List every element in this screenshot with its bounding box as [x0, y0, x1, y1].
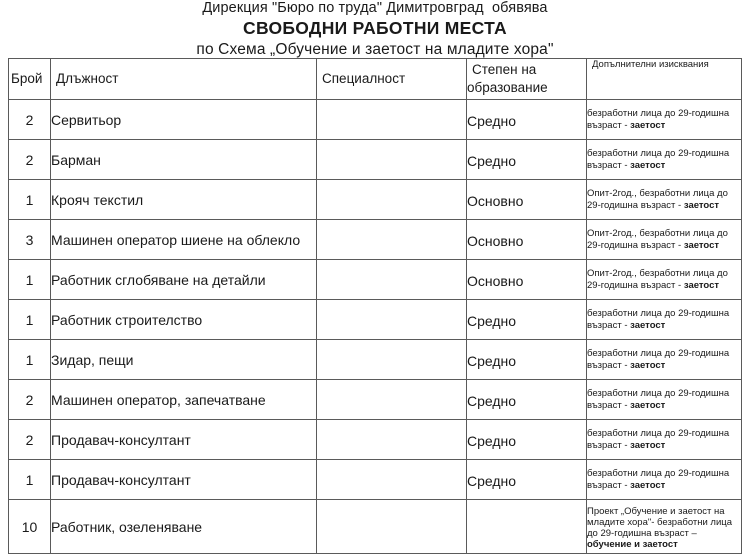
cell-position: Крояч текстил	[51, 180, 317, 220]
column-header-education	[467, 59, 587, 100]
cell-count: 2	[9, 140, 51, 180]
column-header-requirements	[587, 59, 742, 100]
cell-requirements	[587, 420, 742, 460]
requirements-emphasis-text: заетост	[630, 439, 666, 451]
column-header-count-label: Брой	[11, 71, 43, 86]
table-row	[9, 340, 742, 380]
cell-education	[467, 100, 587, 140]
cell-education	[467, 500, 587, 554]
cell-education	[467, 420, 587, 460]
cell-position: Машинен оператор, запечатване	[51, 380, 317, 420]
cell-requirements-text	[587, 428, 741, 450]
cell-requirements	[587, 460, 742, 500]
cell-requirements-text	[587, 108, 741, 130]
cell-count: 1	[9, 340, 51, 380]
cell-count: 2	[9, 100, 51, 140]
table-row	[9, 460, 742, 500]
requirements-plain-text: безработни лица до 29-годишна възраст -	[587, 468, 730, 491]
table-row	[9, 140, 742, 180]
cell-education	[467, 260, 587, 300]
requirements-plain-text: безработни лица до 29-годишна възраст -	[587, 308, 730, 331]
cell-requirements-text	[587, 268, 741, 290]
cell-education-value: Основно	[467, 233, 524, 249]
cell-requirements	[587, 340, 742, 380]
cell-specialty	[317, 260, 467, 300]
table-row	[9, 100, 742, 140]
cell-specialty	[317, 340, 467, 380]
cell-requirements-text	[587, 228, 741, 250]
cell-specialty	[317, 100, 467, 140]
cell-education	[467, 180, 587, 220]
cell-requirements	[587, 100, 742, 140]
requirements-emphasis-text: обучение и заетост	[587, 539, 678, 551]
requirements-emphasis-text: заетост	[630, 319, 666, 331]
vacancies-table	[8, 58, 742, 554]
cell-position: Продавач-консултант	[51, 460, 317, 500]
cell-requirements-text	[587, 308, 741, 330]
cell-requirements	[587, 500, 742, 554]
cell-count: 1	[9, 460, 51, 500]
cell-education	[467, 140, 587, 180]
requirements-emphasis-text: заетост	[630, 119, 666, 131]
cell-requirements	[587, 180, 742, 220]
column-header-education-label: Степен на образование	[467, 62, 548, 95]
cell-specialty	[317, 300, 467, 340]
table-body	[9, 100, 742, 554]
cell-position: Работник, озеленяване	[51, 500, 317, 554]
cell-education-value: Средно	[467, 433, 517, 449]
cell-education	[467, 220, 587, 260]
cell-specialty	[317, 220, 467, 260]
column-header-position	[51, 59, 317, 100]
cell-position: Работник строителство	[51, 300, 317, 340]
table-row	[9, 220, 742, 260]
column-header-requirements-label: Допълнителни изисквания	[592, 59, 709, 70]
cell-education-value: Средно	[467, 313, 517, 329]
requirements-emphasis-text: заетост	[630, 479, 666, 491]
cell-count: 1	[9, 300, 51, 340]
cell-education-value: Средно	[467, 153, 517, 169]
cell-education-value: Основно	[467, 193, 524, 209]
requirements-plain-text: безработни лица до 29-годишна възраст -	[587, 108, 730, 131]
cell-requirements-text	[587, 188, 741, 210]
requirements-emphasis-text: заетост	[630, 159, 666, 171]
cell-education-value: Средно	[467, 393, 517, 409]
cell-requirements	[587, 380, 742, 420]
requirements-emphasis-text: заетост	[630, 359, 666, 371]
table-row	[9, 500, 742, 554]
cell-position: Сервитьор	[51, 100, 317, 140]
table-row	[9, 260, 742, 300]
requirements-emphasis-text: заетост	[683, 199, 720, 211]
cell-count: 2	[9, 380, 51, 420]
cell-position: Барман	[51, 140, 317, 180]
requirements-emphasis-text: заетост	[683, 279, 720, 291]
cell-count: 3	[9, 220, 51, 260]
cell-education-value	[467, 525, 586, 528]
cell-count: 1	[9, 260, 51, 300]
cell-education-value: Средно	[467, 113, 517, 129]
cell-specialty	[317, 500, 467, 554]
table-row	[9, 300, 742, 340]
cell-education-value: Средно	[467, 473, 517, 489]
cell-requirements-text	[587, 348, 741, 370]
requirements-plain-text: Опит-2год., безработни лица до 29-годишна възраст -	[587, 268, 728, 291]
cell-position: Продавач-консултант	[51, 420, 317, 460]
column-header-count	[9, 59, 51, 100]
requirements-plain-text: Опит-2год., безработни лица до 29-годишна възраст -	[587, 188, 728, 211]
cell-requirements-text	[587, 506, 741, 551]
heading-office-line: Дирекция "Бюро по труда" Димитровград обявява	[202, 0, 548, 16]
cell-position: Зидар, пещи	[51, 340, 317, 380]
cell-education-value: Средно	[467, 353, 517, 369]
heading-title: СВОБОДНИ РАБОТНИ МЕСТА	[243, 18, 507, 38]
cell-count: 2	[9, 420, 51, 460]
table-header	[9, 59, 742, 100]
requirements-plain-text: Проект „Обучение и заетост на младите хора"- безработни лица до 29-годишна възраст –	[587, 505, 733, 539]
cell-requirements	[587, 140, 742, 180]
table-row	[9, 380, 742, 420]
cell-count: 10	[9, 500, 51, 554]
cell-education-value: Основно	[467, 273, 524, 289]
column-header-specialty-label: Специалност	[322, 71, 406, 86]
cell-education	[467, 460, 587, 500]
cell-position: Машинен оператор шиене на облекло	[51, 220, 317, 260]
table-row	[9, 180, 742, 220]
vacancies-table-wrapper	[8, 58, 741, 554]
requirements-plain-text: безработни лица до 29-годишна възраст -	[587, 428, 730, 451]
requirements-emphasis-text: заетост	[683, 239, 720, 251]
cell-requirements	[587, 260, 742, 300]
cell-specialty	[317, 420, 467, 460]
cell-specialty	[317, 180, 467, 220]
cell-specialty	[317, 140, 467, 180]
column-header-position-label: Длъжност	[56, 71, 119, 86]
requirements-plain-text: безработни лица до 29-годишна възраст -	[587, 388, 730, 411]
cell-requirements-text	[587, 148, 741, 170]
column-header-specialty	[317, 59, 467, 100]
cell-education	[467, 300, 587, 340]
cell-specialty	[317, 460, 467, 500]
cell-requirements	[587, 300, 742, 340]
cell-specialty	[317, 380, 467, 420]
cell-requirements-text	[587, 468, 741, 490]
requirements-plain-text: безработни лица до 29-годишна възраст -	[587, 348, 730, 371]
table-row	[9, 420, 742, 460]
cell-education	[467, 380, 587, 420]
requirements-emphasis-text: заетост	[630, 399, 666, 411]
document-heading	[0, 0, 750, 59]
requirements-plain-text: безработни лица до 29-годишна възраст -	[587, 148, 730, 171]
cell-count: 1	[9, 180, 51, 220]
cell-position: Работник сглобяване на детайли	[51, 260, 317, 300]
cell-requirements	[587, 220, 742, 260]
cell-requirements-text	[587, 388, 741, 410]
cell-education	[467, 340, 587, 380]
table-header-row	[9, 59, 742, 100]
heading-scheme-line: по Схема „Обучение и заетост на младите хора"	[196, 41, 554, 58]
requirements-plain-text: Опит-2год., безработни лица до 29-годишна възраст -	[587, 228, 728, 251]
